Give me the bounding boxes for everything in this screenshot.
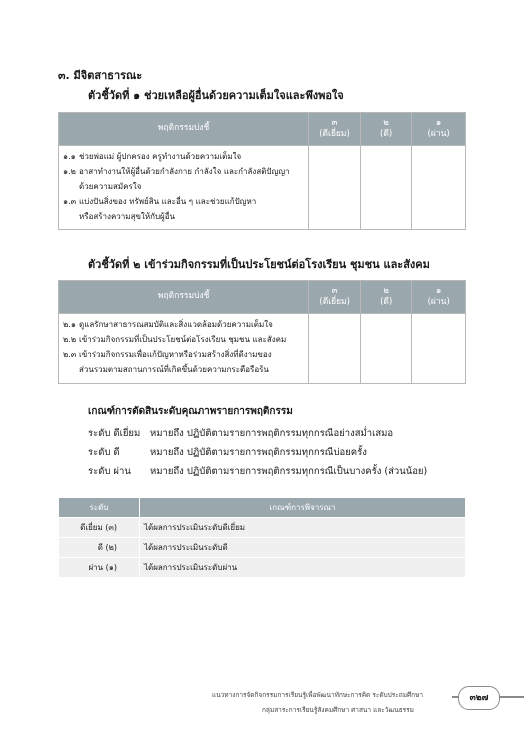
behavior-list	[59, 146, 309, 230]
indicator-2-table	[58, 280, 466, 384]
header-level-2: ๒ (ดี)	[361, 281, 412, 314]
page-number: ๓๒๗	[458, 686, 500, 710]
list-item: ๒.๑ ดูแลรักษาสาธารณสมบัติและสิ่งแวดล้อมด้วยความเต็มใจ	[63, 320, 273, 329]
section-title: ๓. มีจิตสาธารณะ	[58, 69, 143, 82]
indicator-2-title: ตัวชี้วัดที่ ๒ เข้าร่วมกิจกรรมที่เป็นประโยชน์ต่อโรงเรียน ชุมชน และสังคม	[88, 258, 430, 271]
header-level-1: ๑ (ผ่าน)	[412, 113, 466, 146]
indicator-1-table	[58, 112, 466, 230]
header-level: ระดับ	[59, 498, 140, 518]
footer-subject: กลุ่มสาระการเรียนรู้สังคมศึกษา ศาสนา และวัฒนธรรม	[262, 706, 414, 714]
indicator-1-title: ตัวชี้วัดที่ ๑ ช่วยเหลือผู้อื่นด้วยความเต็มใจและพึงพอใจ	[88, 89, 344, 102]
criteria-heading: เกณฑ์การตัดสินระดับคุณภาพรายการพฤติกรรม	[88, 406, 293, 417]
list-item: ๑.๒ อาสาทำงานให้ผู้อื่นด้วยกำลังกาย กำลังใจ และกำลังสติปัญญา ด้วยความสมัครใจ	[63, 167, 290, 191]
score-cell[interactable]	[412, 314, 466, 384]
header-criteria: เกณฑ์การพิจารณา	[140, 498, 466, 518]
score-cell[interactable]	[412, 146, 466, 230]
header-level-3: ๓ (ดีเยี่ยม)	[309, 113, 361, 146]
header-behavior: พฤติกรรมบ่งชี้	[59, 281, 309, 314]
criteria-table	[58, 497, 466, 578]
list-item: ๑.๓ แบ่งปันสิ่งของ ทรัพย์สิน และอื่น ๆ และช่วยแก้ปัญหา หรือสร้างความสุขให้กับผู้อื่น	[63, 197, 257, 221]
list-item: ๒.๒ เข้าร่วมกิจกรรมที่เป็นประโยชน์ต่อโรงเรียน ชุมชน และสังคม	[63, 335, 287, 344]
table-row: ดีเยี่ยม (๓) ได้ผลการประเมินระดับดีเยี่ยม	[59, 518, 466, 538]
list-item: ๑.๑ ช่วยพ่อแม่ ผู้ปกครอง ครูทำงานด้วยความเต็มใจ	[63, 152, 242, 161]
score-cell[interactable]	[309, 314, 361, 384]
criteria-row: ระดับ ดี หมายถึง ปฏิบัติตามรายการพฤติกรรมทุกกรณีบ่อยครั้ง	[88, 447, 367, 458]
footer-book-title: แนวทางการจัดกิจกรรมการเรียนรู้เพื่อพัฒนาทักษะการคิด ระดับประถมศึกษา	[212, 691, 423, 699]
list-item: ๒.๓ เข้าร่วมกิจกรรมเพื่อแก้ปัญหาหรือร่วมสร้างสิ่งที่ดีงามของ ส่วนรวมตามสถานการณ์ที่เกิดขึ้นด้วยความกระตือรือร้น	[63, 350, 272, 374]
score-cell[interactable]	[361, 314, 412, 384]
header-level-1: ๑ (ผ่าน)	[412, 281, 466, 314]
criteria-row: ระดับ ผ่าน หมายถึง ปฏิบัติตามรายการพฤติกรรมทุกกรณีเป็นบางครั้ง (ส่วนน้อย)	[88, 466, 428, 477]
header-level-2: ๒ (ดี)	[360, 113, 411, 146]
header-level-3: ๓ (ดีเยี่ยม)	[309, 281, 361, 314]
header-behavior: พฤติกรรมบ่งชี้	[59, 113, 309, 146]
table-row: ผ่าน (๑) ได้ผลการประเมินระดับผ่าน	[59, 558, 466, 578]
score-cell[interactable]	[360, 146, 411, 230]
table-row: ดี (๒) ได้ผลการประเมินระดับดี	[59, 538, 466, 558]
criteria-row: ระดับ ดีเยี่ยม หมายถึง ปฏิบัติตามรายการพฤติกรรมทุกกรณีอย่างสม่ำเสมอ	[88, 428, 394, 439]
score-cell[interactable]	[309, 146, 361, 230]
behavior-list	[59, 314, 309, 384]
